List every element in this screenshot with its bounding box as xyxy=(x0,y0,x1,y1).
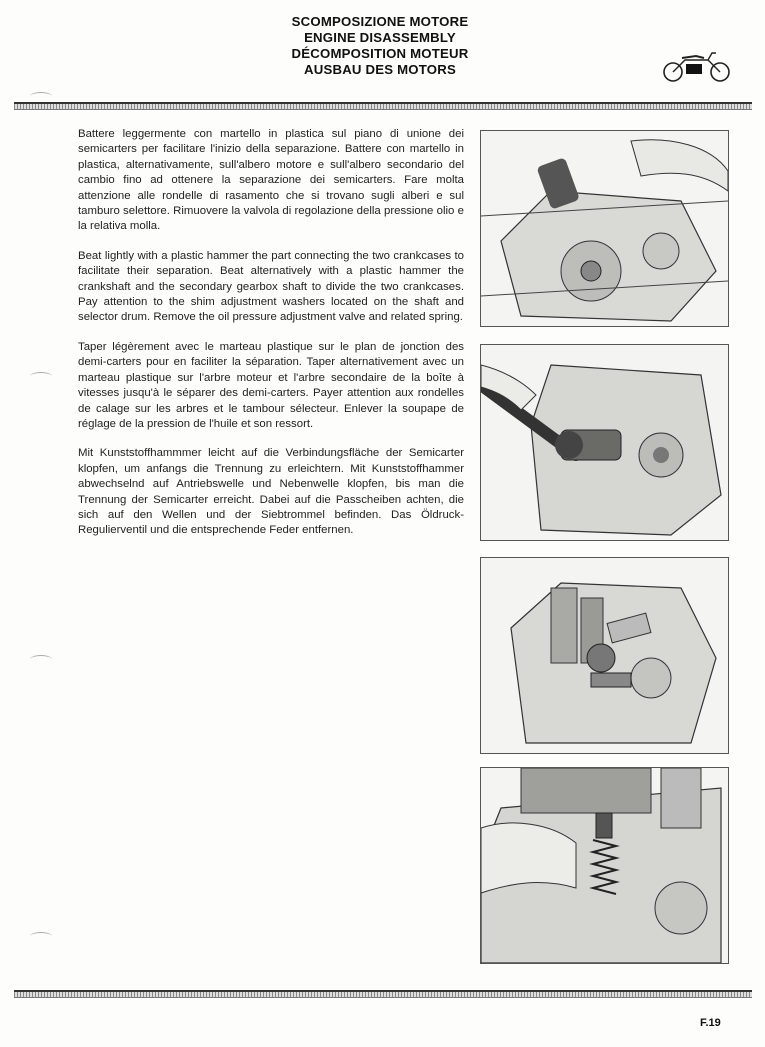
instruction-text xyxy=(78,127,464,553)
header-divider xyxy=(14,102,752,110)
title-german: AUSBAU DES MOTORS xyxy=(304,62,456,77)
title-french: DÉCOMPOSITION MOTEUR xyxy=(291,46,469,61)
paragraph-french: Taper légèrement avec le marteau plastique sur le plan de jonction des demi-carters pour en faciliter la séparation. Taper alternativement avec un marteau plastique sur l'arbre moteur et l'arbre secondaire de la boîte à vitesses jusqu'à le séparer des demi-carters. Payer attention aux rondelles de calage sur les arbres et le tambour sélecteur. Enlever la soupape de réglage de la pression de l'huile et son ressort. xyxy=(78,340,464,430)
binder-mark xyxy=(30,932,52,941)
figure-hammer-shafts xyxy=(480,344,729,541)
binder-mark xyxy=(30,655,52,664)
page-number: F.19 xyxy=(700,1017,721,1029)
paragraph-german: Mit Kunststoffhammmer leicht auf die Verbindungsfläche der Semicarter klopfen, um anfangs die Trennung zu erleichtern. Mit Kunststoffhammer abwechselnd auf Antriebswelle und Nebenwelle klopfen, bis man die Trennung der Semicarter erreicht. Dabei auf die Passcheiben achten, die sich auf den Wellen und der Siebtrommel befinden. Das Öldruck-Regulierventil und die entsprechende Feder entfernen. xyxy=(78,447,464,537)
binder-mark xyxy=(30,92,52,101)
figure-shim-washers xyxy=(480,557,729,754)
figure-oil-pressure-valve xyxy=(480,767,729,964)
binder-mark xyxy=(30,372,52,381)
figure-hammer-crankcase-joint xyxy=(480,130,729,327)
paragraph-italian: Battere leggermente con martello in plastica sul piano di unione dei semicarters per facilitare l'inizio della separazione. Battere con martello in plastica, alternativamente, sull'albero motore e sull'albero secondario del cambio fino ad ottenere la separazione dei semicarters. Fare molta attenzione alle rondelle di rasamento che si trovano sugli alberi e sul tamburo selettore. Rimuovere la valvola di regolazione della pressione olio e la relativa molla. xyxy=(78,128,464,233)
footer-divider xyxy=(14,990,752,998)
motorcycle-engine-icon xyxy=(660,48,732,84)
paragraph-english: Beat lightly with a plastic hammer the part connecting the two crankcases to facilitate their separation. Beat alternatively with a plastic hammer the crankshaft and the secondary gearbox shaft to divide the two crankcases. Pay attention to the shim adjustment washers located on the shaft and selector drum. Remove the oil pressure adjustment valve and related spring. xyxy=(78,249,464,324)
title-english: ENGINE DISASSEMBLY xyxy=(304,30,456,45)
title-italian: SCOMPOSIZIONE MOTORE xyxy=(291,14,469,29)
page-header xyxy=(230,14,530,78)
